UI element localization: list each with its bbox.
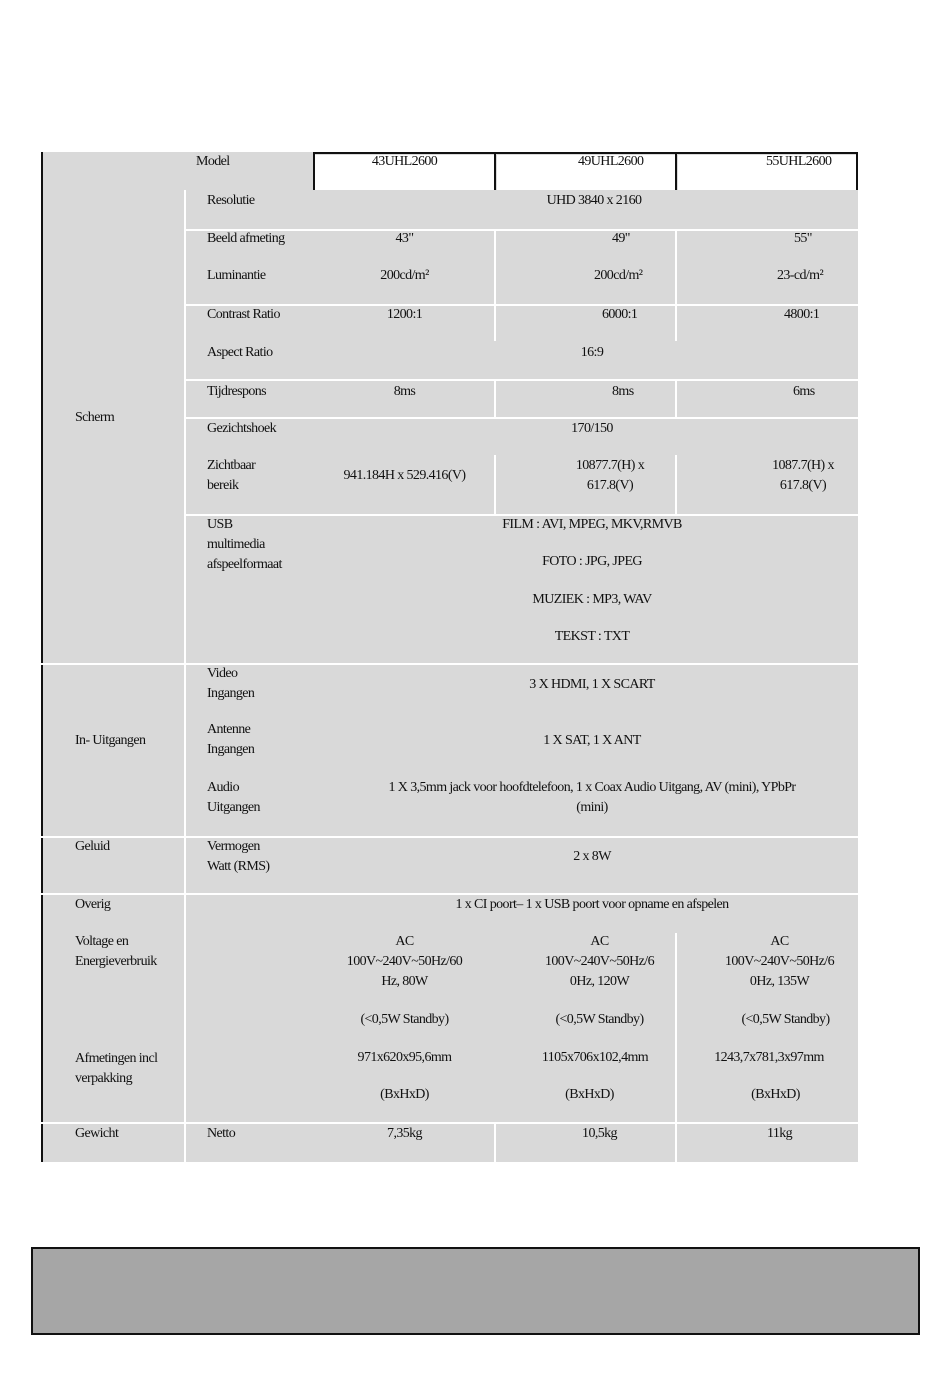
value-zichtbaar-3b: 617.8(V) <box>779 478 827 493</box>
voltage-2-line3: 0Hz, 120W <box>569 974 630 989</box>
value-zichtbaar-1: 941.184H x 529.416(V) <box>343 468 466 483</box>
value-resolutie: UHD 3840 x 2160 <box>546 193 642 208</box>
section-afmetingen-2: verpakking <box>75 1071 132 1086</box>
section-sep-scherm <box>41 663 858 665</box>
value-contrast-3: 4800:1 <box>784 307 820 322</box>
afmeting-unit-2: (BxHxD) <box>565 1087 614 1102</box>
value-overig: 1 x CI poort– 1 x USB poort voor opname en afspelen <box>455 897 729 912</box>
section-voltage-1: Voltage en <box>75 934 129 949</box>
afmeting-1: 971x620x95,6mm <box>357 1050 452 1065</box>
usb-tekst: TEKST : TXT <box>554 629 630 644</box>
value-tijdrespons-1: 8ms <box>393 384 416 399</box>
standby-1: (<0,5W Standby) <box>360 1012 449 1027</box>
label-video-2: Ingangen <box>207 686 255 701</box>
value-audio-2: (mini) <box>576 800 608 815</box>
section-overig: Overig <box>75 897 111 912</box>
col-sep-b2 <box>675 304 677 341</box>
value-contrast-2: 6000:1 <box>602 307 638 322</box>
label-gezichtshoek: Gezichtshoek <box>207 421 276 436</box>
row-sep-luminantie <box>186 304 858 306</box>
label-usb-1: USB <box>207 517 233 532</box>
label-antenne-1: Antenne <box>207 722 251 737</box>
value-tijdrespons-3: 6ms <box>793 384 815 399</box>
voltage-2-line2: 100V~240V~50Hz/6 <box>545 954 654 969</box>
header-divider-2 <box>494 152 496 190</box>
label-zichtbaar-1: Zichtbaar <box>207 458 256 473</box>
voltage-1-line2: 100V~240V~50Hz/60 <box>346 954 463 969</box>
value-beeld-3: 55" <box>794 231 812 246</box>
value-antenne: 1 X SAT, 1 X ANT <box>543 733 641 748</box>
section-gewicht: Gewicht <box>75 1126 119 1141</box>
voltage-1-line3: Hz, 80W <box>381 974 428 989</box>
col-sep-b1 <box>494 304 496 341</box>
table-left-border <box>41 152 43 1162</box>
value-luminantie-3: 23-cd/m² <box>777 268 824 283</box>
label-antenne-2: Ingangen <box>207 742 255 757</box>
afmeting-unit-1: (BxHxD) <box>380 1087 429 1102</box>
col-sep-f1 <box>494 1122 496 1162</box>
gewicht-2: 10,5kg <box>582 1126 617 1141</box>
section-scherm: Scherm <box>75 410 115 425</box>
usb-film: FILM : AVI, MPEG, MKV,RMVB <box>502 517 682 532</box>
label-zichtbaar-2: bereik <box>207 478 239 493</box>
section-afmetingen-1: Afmetingen incl <box>75 1051 158 1066</box>
label-col-separator <box>184 190 186 1162</box>
section-in-uitgangen: In- Uitgangen <box>75 733 146 748</box>
label-vermogen-2: Watt (RMS) <box>207 859 270 874</box>
label-vermogen-1: Vermogen <box>207 839 260 854</box>
row-sep-tijdrespons <box>186 417 858 419</box>
col-sep-c2 <box>675 379 677 419</box>
header-divider-3 <box>675 152 677 190</box>
value-beeld-2: 49" <box>612 231 630 246</box>
label-audio-2: Uitgangen <box>207 800 260 815</box>
value-beeld-1: 43" <box>395 231 414 246</box>
standby-2: (<0,5W Standby) <box>555 1012 644 1027</box>
col-sep-d2 <box>675 455 677 516</box>
row-sep-aspect <box>186 379 858 381</box>
model-label: Model <box>196 154 230 169</box>
value-gezichtshoek: 170/150 <box>571 421 613 436</box>
value-luminantie-1: 200cd/m² <box>380 268 429 283</box>
value-zichtbaar-2a: 10877.7(H) x <box>575 458 645 473</box>
usb-foto: FOTO : JPG, JPEG <box>542 554 642 569</box>
label-luminantie: Luminantie <box>207 268 266 283</box>
voltage-3-line1: AC <box>770 934 789 949</box>
value-tijdrespons-2: 8ms <box>612 384 634 399</box>
afmeting-2: 1105x706x102,4mm <box>541 1050 649 1065</box>
label-video-1: Video <box>207 666 238 681</box>
value-zichtbaar-2b: 617.8(V) <box>586 478 634 493</box>
col-sep-d1 <box>494 455 496 516</box>
label-resolutie: Resolutie <box>207 193 255 208</box>
label-beeld-afmeting: Beeld afmeting <box>207 231 285 246</box>
model-name-3: 55UHL2600 <box>766 154 832 169</box>
value-zichtbaar-3a: 1087.7(H) x <box>772 458 834 473</box>
footer-box <box>31 1247 920 1335</box>
col-sep-c1 <box>494 379 496 419</box>
afmeting-3: 1243,7x781,3x97mm <box>714 1050 824 1065</box>
section-voltage-2: Energieverbruik <box>75 954 157 969</box>
voltage-3-line2: 100V~240V~50Hz/6 <box>725 954 834 969</box>
value-luminantie-2: 200cd/m² <box>594 268 643 283</box>
label-netto: Netto <box>207 1126 236 1141</box>
col-sep-a1 <box>494 229 496 306</box>
gewicht-1: 7,35kg <box>387 1126 422 1141</box>
value-audio-1: 1 X 3,5mm jack voor hoofdtelefoon, 1 x Coax Audio Uitgang, AV (mini), YPbPr <box>388 780 796 795</box>
label-contrast: Contrast Ratio <box>207 307 280 322</box>
voltage-3-line3: 0Hz, 135W <box>749 974 810 989</box>
voltage-2-line1: AC <box>590 934 609 949</box>
value-contrast-1: 1200:1 <box>386 307 423 322</box>
value-vermogen: 2 x 8W <box>573 849 611 864</box>
afmeting-unit-3: (BxHxD) <box>751 1087 800 1102</box>
label-audio-1: Audio <box>207 780 240 795</box>
voltage-1-line1: AC <box>395 934 414 949</box>
gewicht-3: 11kg <box>766 1126 793 1141</box>
row-sep-resolutie <box>186 229 858 231</box>
section-geluid: Geluid <box>75 839 110 854</box>
label-usb-2: multimedia <box>207 537 265 552</box>
value-video: 3 X HDMI, 1 X SCART <box>529 677 655 692</box>
usb-muziek: MUZIEK : MP3, WAV <box>532 592 652 607</box>
model-name-2: 49UHL2600 <box>578 154 644 169</box>
header-divider-4 <box>856 152 858 190</box>
standby-3: (<0,5W Standby) <box>741 1012 830 1027</box>
model-name-1: 43UHL2600 <box>371 154 438 169</box>
value-aspect: 16:9 <box>580 345 604 360</box>
label-usb-3: afspeelformaat <box>207 557 282 572</box>
label-aspect: Aspect Ratio <box>207 345 273 360</box>
section-sep-io <box>41 836 858 838</box>
label-tijdrespons: Tijdrespons <box>207 384 267 399</box>
col-sep-a2 <box>675 229 677 306</box>
